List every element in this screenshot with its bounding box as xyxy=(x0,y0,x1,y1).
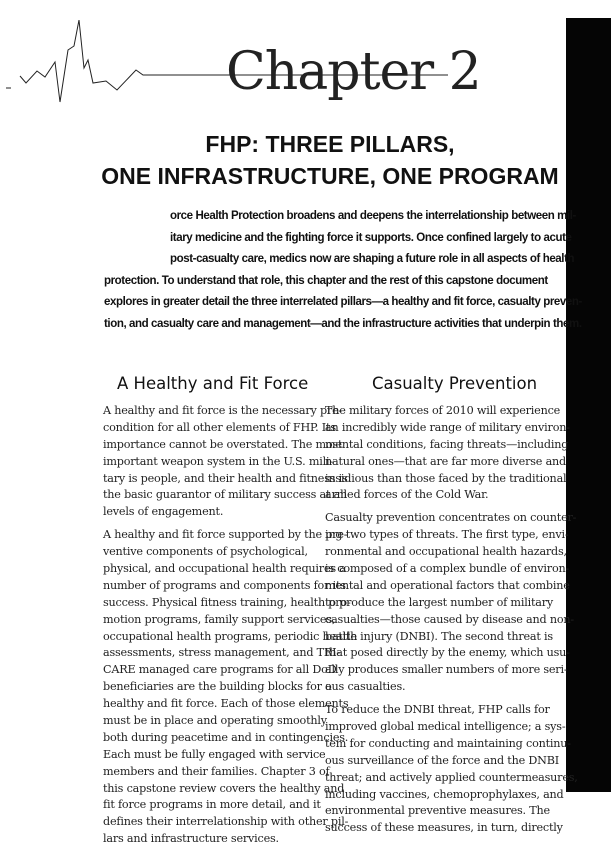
intro-line: tion, and casualty care and management—and the infrastructure activities that underpin them. xyxy=(104,316,582,330)
body-text-line: defines their interrelationship with other pil- xyxy=(103,815,349,829)
body-text-line: improved global medical intelligence; a sys- xyxy=(325,720,566,734)
body-text-line: insidious than those faced by the traditional xyxy=(325,471,567,485)
body-text-line: beneficiaries are the building blocks for a xyxy=(103,680,332,694)
body-text-line: To reduce the DNBI threat, FHP calls for xyxy=(325,703,550,717)
body-text-line: important weapon system in the U.S. mili- xyxy=(103,454,333,468)
chapter-title xyxy=(60,128,600,192)
body-text-line: ous casualties. xyxy=(325,680,406,694)
body-text-line: mental conditions, facing threats—including xyxy=(325,437,569,451)
body-text-line: importance cannot be overstated. The most xyxy=(103,437,343,451)
body-text-line: to produce the largest number of military xyxy=(325,595,554,609)
body-text-line: both during peacetime and in contingencies. xyxy=(103,730,349,744)
body-text-line: casualties—those caused by disease and non- xyxy=(325,612,574,626)
intro-line: post-casualty care, medics now are shaping a future role in all aspects of health xyxy=(170,251,575,265)
body-text-line: ous surveillance of the force and the DNBI xyxy=(325,753,559,767)
intro-line: itary medicine and the fighting force it supports. Once confined largely to acute xyxy=(170,230,572,244)
body-text-line: occupational health programs, periodic health xyxy=(103,629,358,643)
body-text-line: assessments, stress management, and TRI- xyxy=(103,646,340,660)
body-text-line: A healthy and fit force is the necessary pre- xyxy=(103,404,343,417)
body-text-line: success of these measures, in turn, directly xyxy=(325,821,563,835)
body-text-line: natural ones—that are far more diverse and xyxy=(325,454,567,468)
body-text-line: ronmental and occupational health hazards, xyxy=(325,545,567,559)
body-text-line: physical, and occupational health requires a xyxy=(103,562,346,576)
body-text-line: CARE managed care programs for all DoD xyxy=(103,663,337,677)
title-line: ONE INFRASTRUCTURE, ONE PROGRAM xyxy=(101,163,559,189)
section-heading: Casualty Prevention xyxy=(372,374,538,393)
body-text-line: armed forces of the Cold War. xyxy=(325,488,489,502)
body-text-line: levels of engagement. xyxy=(103,505,224,519)
body-text-line: an incredibly wide range of military environ- xyxy=(325,420,570,434)
body-text-line: A healthy and fit force supported by the pre- xyxy=(103,528,348,542)
body-text-line: ing two types of threats. The first type, envi- xyxy=(325,528,569,542)
body-text-line: Each must be fully engaged with service xyxy=(103,747,326,761)
left-column xyxy=(103,403,357,848)
body-text-line: tary is people, and their health and fitness is xyxy=(103,471,348,485)
body-text-line: mental and operational factors that combine xyxy=(325,578,570,592)
right-column xyxy=(325,403,578,837)
intro-line: protection. To understand that role, this chapter and the rest of this capstone document xyxy=(104,273,548,287)
body-text-line: Casualty prevention concentrates on counter- xyxy=(325,511,577,525)
body-text-line: is composed of a complex bundle of environ- xyxy=(325,562,570,576)
body-text-line: this capstone review covers the healthy and xyxy=(103,781,345,795)
body-text-line: the basic guarantor of military success at all xyxy=(103,488,347,502)
body-text-line: lars and infrastructure services. xyxy=(103,832,279,846)
body-text-line: environmental preventive measures. The xyxy=(325,804,550,818)
body-text-line: ally produces smaller numbers of more seri- xyxy=(325,663,568,677)
body-text-line: fit force programs in more detail, and it xyxy=(103,798,321,812)
intro-line: orce Health Protection broadens and deepens the interrelationship between mil- xyxy=(170,208,576,222)
body-text-line: condition for all other elements of FHP. Its xyxy=(103,420,336,434)
section-heading: A Healthy and Fit Force xyxy=(117,374,309,393)
body-text-line: healthy and fit force. Each of those elements xyxy=(103,697,349,711)
body-text-line: ventive components of psychological, xyxy=(103,545,308,559)
body-text-line: tem for conducting and maintaining continu- xyxy=(325,736,571,750)
body-text-line: members and their families. Chapter 3 of xyxy=(103,764,330,778)
intro-line: explores in greater detail the three interrelated pillars—a healthy and fit force, casualty preven- xyxy=(104,294,582,308)
body-text-line: battle injury (DNBI). The second threat is xyxy=(325,629,553,643)
title-line: FHP: THREE PILLARS, xyxy=(205,131,455,157)
body-text-line: motion programs, family support services, xyxy=(103,612,336,626)
body-text-line: The military forces of 2010 will experience xyxy=(325,404,561,417)
body-text-line: threat; and actively applied countermeasures, xyxy=(325,770,578,784)
body-text-line: number of programs and components for its xyxy=(103,578,346,592)
body-text-line: success. Physical fitness training, health pro- xyxy=(103,595,351,609)
body-text-line: that posed directly by the enemy, which usu- xyxy=(325,646,570,660)
chapter-label: Chapter 2 xyxy=(226,42,481,102)
body-text-line: must be in place and operating smoothly xyxy=(103,714,327,728)
body-text-line: including vaccines, chemoprophylaxes, and xyxy=(325,787,564,801)
